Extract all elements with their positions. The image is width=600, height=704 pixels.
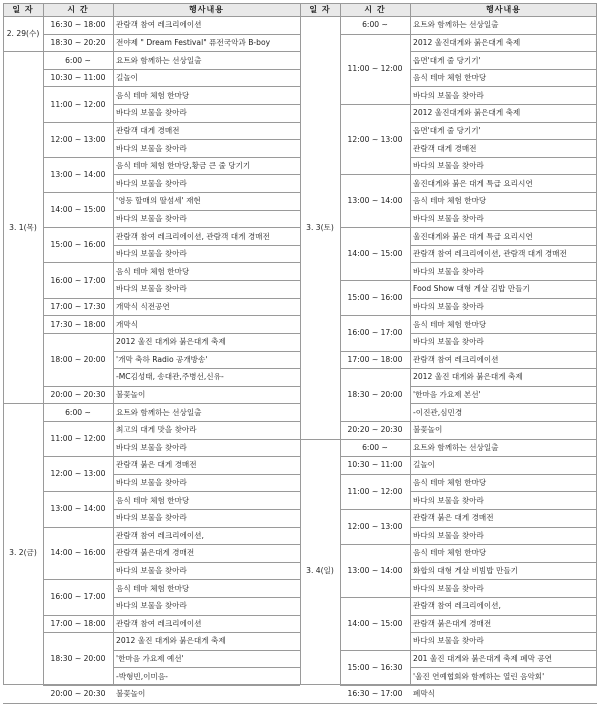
event-item: 음식 테마 체험 한마당 [413, 73, 487, 83]
event-item: 2012 울진 대게와 붉은대게 축제 [413, 372, 523, 382]
column-divider [43, 3, 44, 685]
event-divider [410, 51, 597, 52]
event-item: 2012 울진대게와 붉은대게 축제 [413, 108, 521, 118]
header-date: 일 자 [3, 3, 43, 16]
event-item: 바다의 보물을 찾아라 [116, 249, 187, 259]
event-item: 불꽃놀이 [116, 689, 146, 699]
event-item: 폐막식 [413, 689, 436, 699]
event-divider [410, 615, 597, 616]
time-slot: 18:30 ~ 20:00 [50, 654, 106, 664]
column-divider [113, 3, 114, 685]
event-divider [410, 298, 597, 299]
event-divider [410, 333, 597, 334]
event-divider [113, 544, 300, 545]
event-item: 전야제 " Dream Festival" 퓨전국악과 B-boy [116, 37, 271, 47]
event-divider [410, 632, 597, 633]
event-item: 최고의 대게 맛을 찾아라 [116, 425, 197, 435]
event-item: 음식 테마 체험 한마당 [116, 266, 190, 276]
event-item: 불꽃놀이 [413, 425, 443, 435]
event-item: 개막식 식전공연 [116, 301, 170, 311]
event-item: 음식 테마 체험 한마당 [116, 495, 190, 505]
event-item: 관람객 붉은 대게 경매전 [413, 513, 494, 523]
event-item: 관람객 붉은대게 경매전 [413, 618, 492, 628]
event-item: Food Show 대형 게살 김밥 만들기 [413, 284, 530, 294]
time-slot: 20:00 ~ 20:30 [50, 689, 106, 699]
time-slot: 18:00 ~ 20:00 [50, 354, 106, 364]
time-slot: 11:00 ~ 12:00 [347, 64, 403, 74]
event-divider [113, 139, 300, 140]
column-divider [300, 3, 301, 685]
event-item: 바다의 보물을 찾아라 [116, 566, 187, 576]
event-item: 요트와 함께하는 선상일출 [413, 20, 499, 30]
day-label: 3. 2(금) [9, 548, 37, 558]
header-time: 시 간 [43, 3, 113, 16]
time-slot: 11:00 ~ 12:00 [50, 99, 106, 109]
event-item: 바다의 보물을 찾아라 [413, 583, 484, 593]
event-item: 바다의 보물을 찾아라 [413, 301, 484, 311]
event-item: 음식 테마 체험 한마당 [413, 319, 487, 329]
event-divider [410, 491, 597, 492]
time-slot: 6:00 ~ [65, 407, 91, 417]
event-item: 바다의 보물을 찾아라 [116, 513, 187, 523]
event-divider [113, 439, 300, 440]
time-slot: 14:00 ~ 16:00 [50, 548, 106, 558]
event-item: 울진대게와 붉은 대게 특급 요리시연 [413, 178, 533, 188]
time-slot: 17:00 ~ 18:00 [50, 618, 106, 628]
event-divider [113, 667, 300, 668]
event-item: 관람객 대게 경매전 [413, 143, 477, 153]
event-item: '개막 축하 Radio 공개방송' [116, 354, 208, 364]
event-item: 바다의 보물을 찾아라 [116, 143, 187, 153]
event-divider [113, 562, 300, 563]
event-divider [113, 245, 300, 246]
time-slot: 12:00 ~ 13:00 [347, 522, 403, 532]
event-item: 바다의 보물을 찾아라 [413, 495, 484, 505]
time-slot: 15:00 ~ 16:30 [347, 662, 403, 672]
event-item: 관람객 참여 레크리에이션 [413, 354, 499, 364]
column-divider [340, 3, 341, 685]
time-slot: 10:30 ~ 11:00 [347, 460, 403, 470]
time-slot: 10:30 ~ 11:00 [50, 73, 106, 83]
time-slot: 6:00 ~ [362, 20, 388, 30]
event-divider [410, 262, 597, 263]
event-item: '한마음 가요제 예선' [116, 654, 184, 664]
time-slot: 14:00 ~ 15:00 [50, 205, 106, 215]
time-slot: 11:00 ~ 12:00 [347, 486, 403, 496]
event-item: '영등 할매의 딸섬세' 재현 [116, 196, 201, 206]
event-item: 바다의 보물을 찾아라 [413, 266, 484, 276]
event-divider [410, 192, 597, 193]
event-item: 요트와 함께하는 선상일출 [116, 55, 202, 65]
event-divider [410, 562, 597, 563]
event-divider [113, 597, 300, 598]
time-slot: 16:30 ~ 17:00 [347, 689, 403, 699]
event-item: 음식 테마 체험 한마당 [116, 583, 190, 593]
event-item: 2012 울진 대게와 붉은대게 축제 [116, 636, 226, 646]
event-item: 읍면'대게 줄 당기기' [413, 125, 481, 135]
time-slot: 13:00 ~ 14:00 [347, 196, 403, 206]
event-item: 바다의 보물을 찾아라 [413, 213, 484, 223]
event-item: 요트와 함께하는 선상일출 [116, 407, 202, 417]
event-divider [410, 403, 597, 404]
header-event: 행사내용 [113, 3, 300, 16]
time-slot: 6:00 ~ [362, 442, 388, 452]
time-slot: 16:00 ~ 17:00 [347, 328, 403, 338]
event-item: 관람객 참여 레크리에이션, [413, 601, 501, 611]
column-divider [410, 3, 411, 685]
festival-schedule-table [3, 3, 597, 699]
event-divider [410, 69, 597, 70]
event-divider [113, 351, 300, 352]
event-item: 관람객 참여 레크리에이션 [116, 618, 202, 628]
event-item: 201 울진 대게와 붉은대게 축제 폐막 공연 [413, 654, 553, 664]
event-item: 관람객 참여 레크리에이션 [116, 20, 202, 30]
event-divider [410, 386, 597, 387]
event-item: 관람객 참여 레크리에이션, 관람객 대게 경매전 [413, 249, 567, 259]
event-divider [113, 210, 300, 211]
time-slot: 12:00 ~ 13:00 [347, 134, 403, 144]
event-item: 음식 테마 체험 한마당 [413, 548, 487, 558]
event-item: 요트와 함께하는 선상일출 [413, 442, 499, 452]
time-slot: 16:00 ~ 17:00 [50, 275, 106, 285]
event-item: '한마음 가요제 본선' [413, 390, 481, 399]
event-divider [410, 527, 597, 528]
time-slot: 11:00 ~ 12:00 [50, 434, 106, 443]
event-divider [113, 368, 300, 369]
event-divider [113, 650, 300, 651]
event-divider [410, 86, 597, 87]
header-date: 일 자 [300, 3, 340, 16]
event-item: 2012 울진 대게와 붉은대게 축제 [116, 337, 226, 347]
event-item: 관람객 참여 레크리에이션, 관람객 대게 경매전 [116, 231, 270, 241]
event-item: 바다의 보물을 찾아라 [116, 213, 187, 223]
event-item: 울진대게와 붉은 대게 특급 요리시연 [413, 231, 533, 241]
event-item: 바다의 보물을 찾아라 [116, 478, 187, 488]
event-divider [410, 667, 597, 668]
event-item: 바다의 보물을 찾아라 [413, 530, 484, 540]
event-item: -박형빈,이미음- [116, 671, 168, 681]
event-item: 읍면'대게 줄 당기기' [413, 55, 481, 65]
day-label: 3. 3(토) [306, 222, 334, 232]
event-item: -MC김성태, 송대관,주병선,신유- [116, 372, 224, 382]
event-item: 바다의 보물을 찾아라 [413, 337, 484, 347]
event-item: 바다의 보물을 찾아라 [116, 442, 187, 452]
time-slot: 12:00 ~ 13:00 [50, 469, 106, 479]
day-label: 3. 1(목) [9, 222, 37, 232]
column-divider [596, 3, 597, 685]
event-divider [410, 157, 597, 158]
event-divider [410, 245, 597, 246]
time-slot: 14:00 ~ 15:00 [347, 618, 403, 628]
day-label: 2. 29(수) [6, 29, 40, 39]
event-item: 바다의 보물을 찾아라 [116, 178, 187, 188]
event-item: 개막식 [116, 319, 139, 329]
time-slot: 6:00 ~ [65, 55, 91, 65]
time-slot: 20:00 ~ 20:30 [50, 390, 106, 399]
time-slot: 13:00 ~ 14:00 [347, 566, 403, 576]
event-item: 길놀이 [413, 460, 436, 470]
event-item: 음식 테마 체험 한마당 [116, 90, 190, 100]
time-slot: 15:00 ~ 16:00 [50, 240, 106, 250]
event-item: 바다의 보물을 찾아라 [413, 90, 484, 100]
event-divider [113, 509, 300, 510]
column-divider [3, 3, 4, 685]
time-slot: 13:00 ~ 14:00 [50, 504, 106, 514]
event-item: 관람객 붉은 대게 경매전 [116, 460, 197, 470]
time-slot: 17:30 ~ 18:00 [50, 319, 106, 329]
time-slot: 16:00 ~ 17:00 [50, 592, 106, 602]
time-slot: 16:30 ~ 18:00 [50, 20, 106, 30]
event-item: 음식 테마 체험 한마당,황금 큰 줄 당기기 [116, 161, 251, 171]
event-divider [113, 474, 300, 475]
event-item: 바다의 보물을 찾아라 [116, 108, 187, 118]
time-slot: 15:00 ~ 16:00 [347, 293, 403, 303]
header-event: 행사내용 [410, 3, 597, 16]
event-item: 바다의 보물을 찾아라 [413, 636, 484, 646]
event-item: 관람객 붉은대게 경매전 [116, 548, 195, 558]
event-item: 바다의 보물을 찾아라 [116, 284, 187, 294]
event-item: 길놀이 [116, 73, 139, 83]
time-slot: 12:00 ~ 13:00 [50, 134, 106, 144]
event-divider [410, 210, 597, 211]
day-label: 3. 4(일) [306, 566, 334, 576]
event-item: 관람객 대게 경매전 [116, 125, 180, 135]
event-item: '울진 연예협회와 함께하는 열린 음악회' [413, 671, 545, 681]
time-slot: 18:30 ~ 20:00 [347, 390, 403, 399]
event-item: 불꽃놀이 [116, 390, 146, 399]
event-item: 바다의 보물을 찾아라 [413, 161, 484, 171]
event-divider [113, 280, 300, 281]
event-item: 바다의 보물을 찾아라 [116, 601, 187, 611]
event-item: 관람객 참여 레크리에이션, [116, 530, 204, 540]
event-divider [410, 139, 597, 140]
time-slot: 20:20 ~ 20:30 [347, 425, 403, 435]
event-divider [113, 104, 300, 105]
time-slot: 17:00 ~ 17:30 [50, 301, 106, 311]
event-divider [113, 174, 300, 175]
header-time: 시 간 [340, 3, 410, 16]
time-slot: 13:00 ~ 14:00 [50, 169, 106, 179]
event-item: 음식 테마 체험 한마당 [413, 478, 487, 488]
event-divider [410, 579, 597, 580]
event-divider [410, 122, 597, 123]
event-item: 2012 울진대게와 붉은대게 축제 [413, 37, 521, 47]
event-item: -이진관,심민경 [413, 407, 463, 417]
time-slot: 18:30 ~ 20:20 [50, 37, 106, 47]
event-item: 화합의 대형 게살 비빔밥 만들기 [413, 566, 519, 576]
time-slot: 14:00 ~ 15:00 [347, 249, 403, 259]
time-slot: 17:00 ~ 18:00 [347, 354, 403, 364]
event-item: 음식 테마 체험 한마당 [413, 196, 487, 206]
